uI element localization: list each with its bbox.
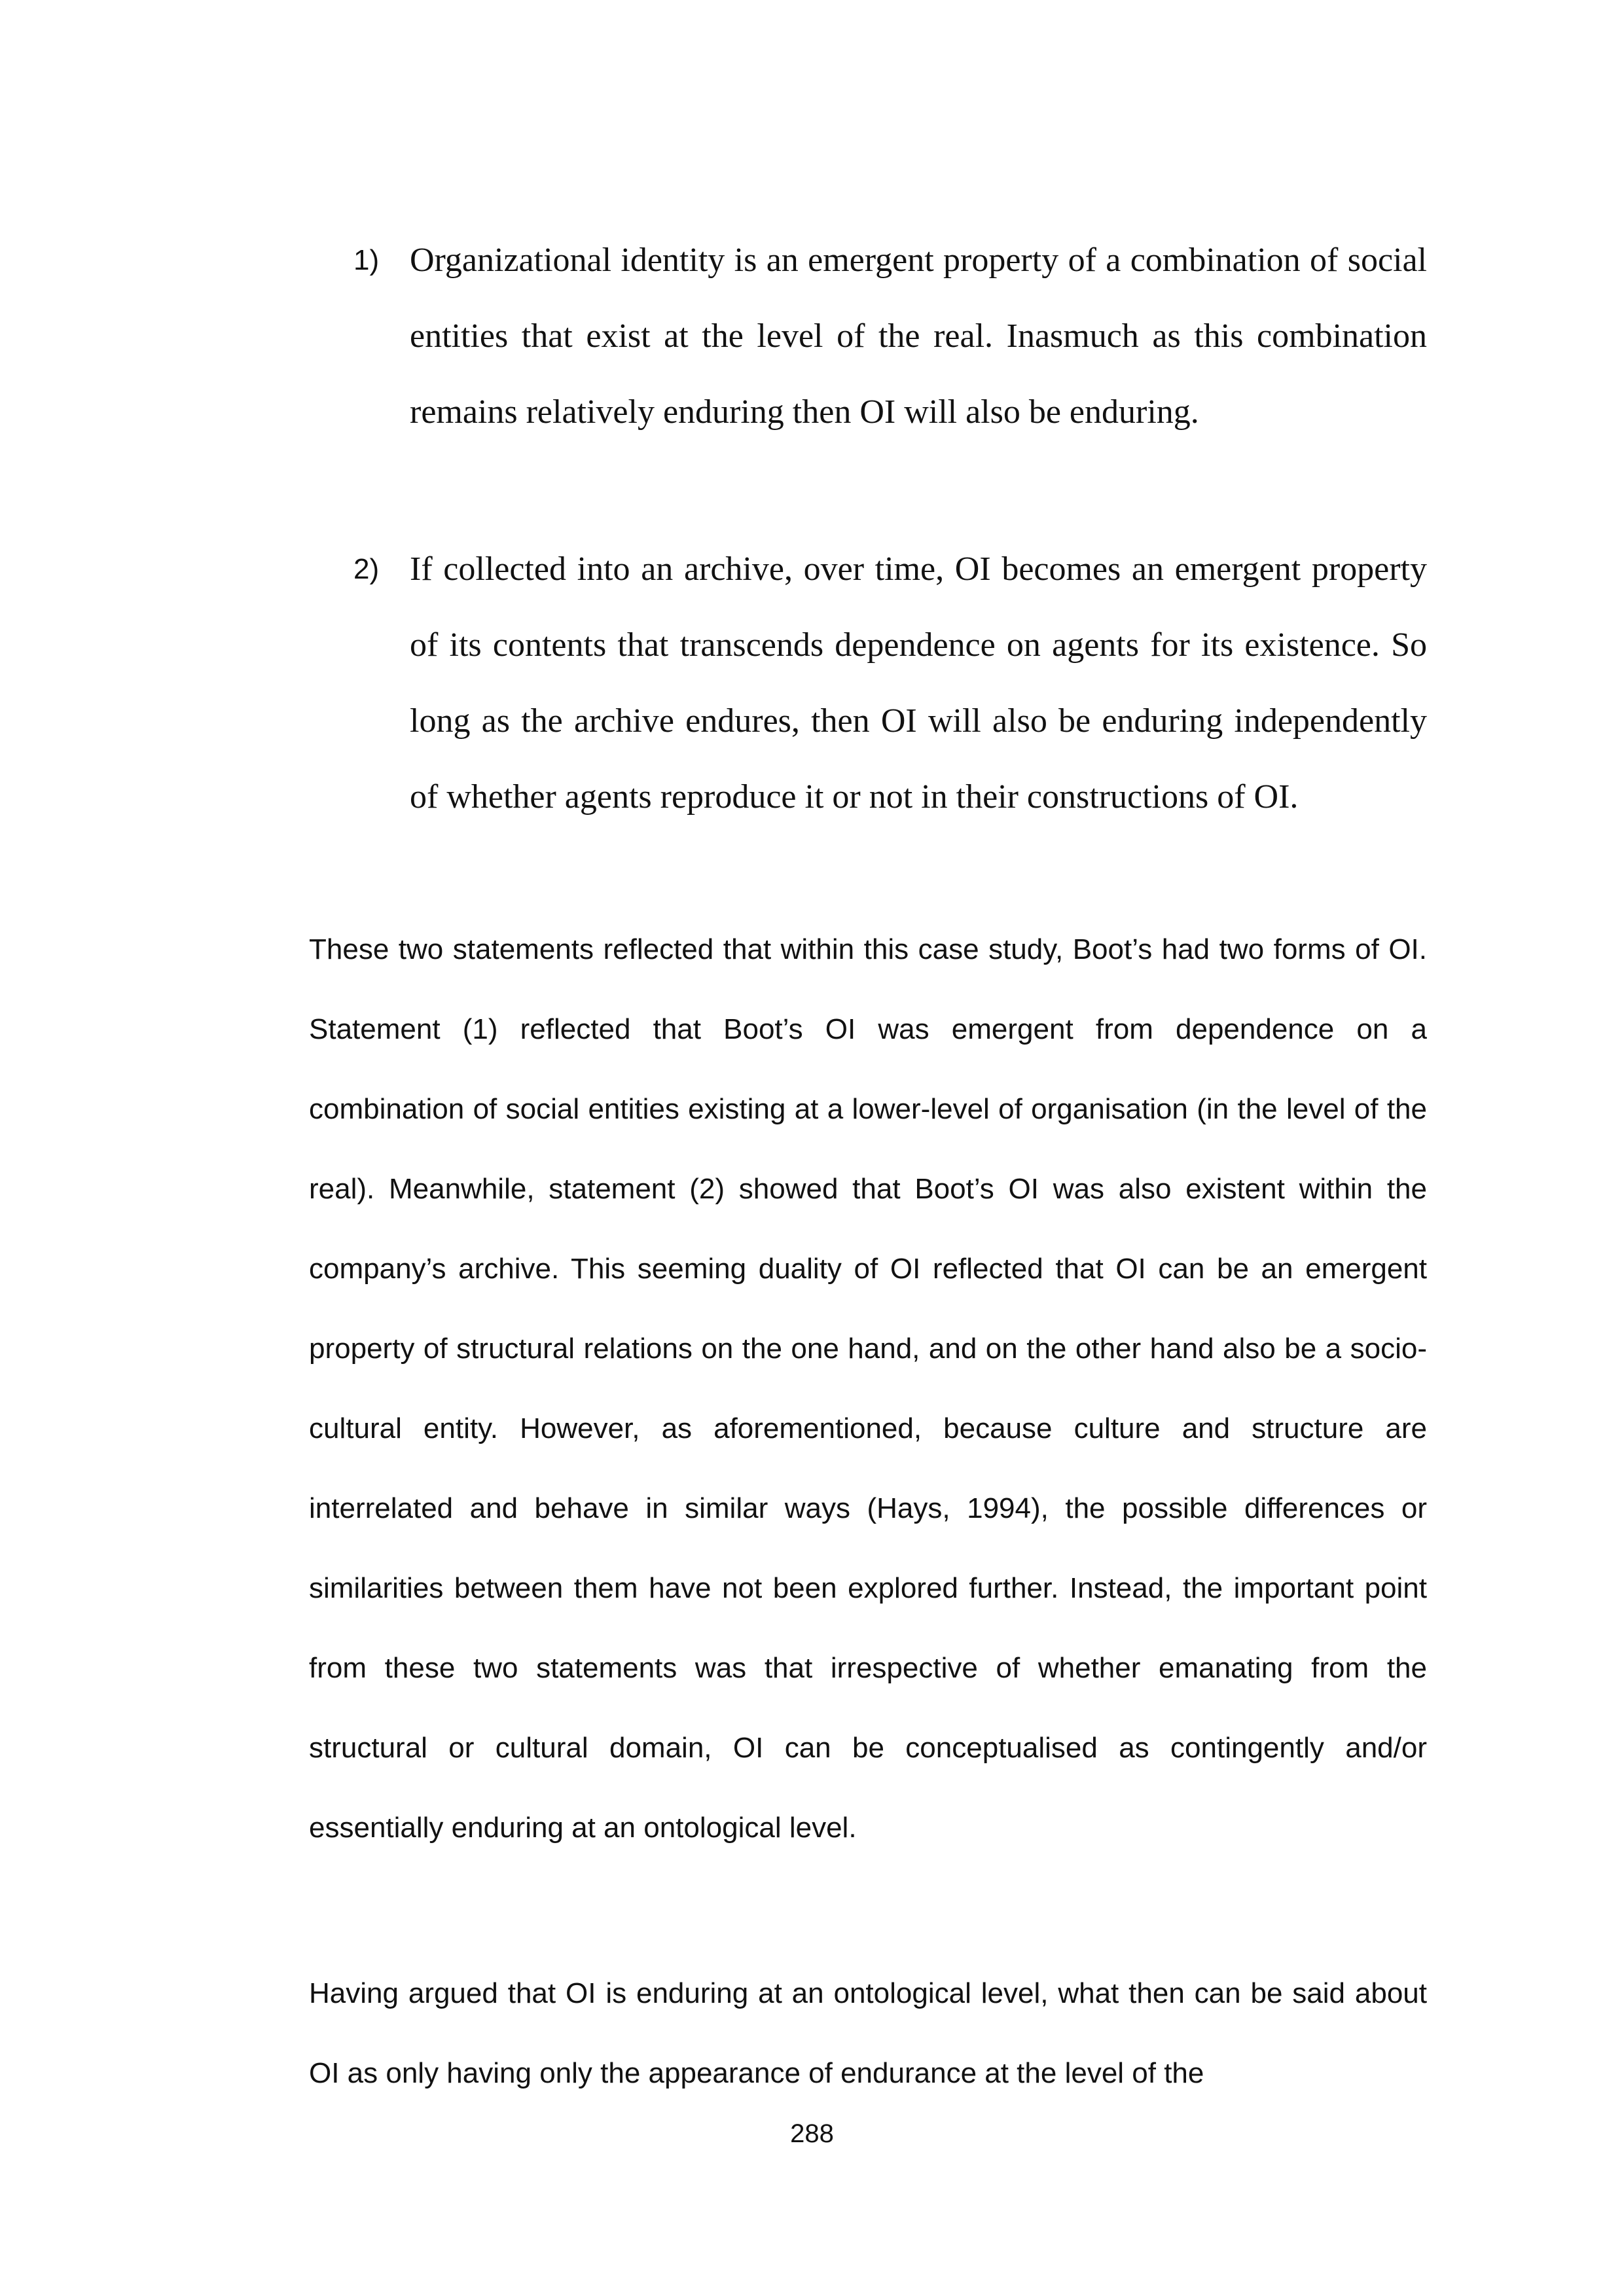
list-item-number: 1): [353, 244, 380, 276]
list-item: [353, 223, 1427, 450]
page-number: 288: [790, 2119, 834, 2148]
body-paragraph: These two statements reflected that within this case study, Boot’s had two forms of OI. Statement (1) reflected that Boot’s OI was emergent from dependence on a combination of social entities existing at a lower-level of organisation (in the level of the real). Meanwhile, statement (2) showed that Boot’s OI was also existent within the company’s archive. This seeming duality of OI reflected that OI can be an emergent property of structural relations on the one hand, and on the other hand also be a socio-cultural entity. However, as aforementioned, because culture and structure are interrelated and behave in similar ways (Hays, 1994), the possible differences or similarities between them have not been explored further. Instead, the important point from these two statements was that irrespective of whether emanating from the structural or cultural domain, OI can be conceptualised as contingently and/or essentially enduring at an ontological level.: [309, 933, 1427, 1844]
list-item-number: 2): [353, 553, 380, 585]
list-item: [353, 531, 1427, 835]
numbered-statement-list: [353, 223, 1427, 835]
list-item-text: If collected into an archive, over time, OI becomes an emergent property of its contents that transcends dependence on agents for its existence. So long as the archive endures, then OI will also be enduring independently of whether agents reproduce it or not in their constructions of OI.: [410, 550, 1427, 816]
body-paragraph: Having argued that OI is enduring at an ontological level, what then can be said about OI as only having only the appearance of endurance at the level of the: [309, 1977, 1427, 2089]
list-item-text: Organizational identity is an emergent property of a combination of social entities that exist at the level of the real. Inasmuch as this combination remains relatively enduring then OI will also be enduring.: [410, 242, 1427, 431]
